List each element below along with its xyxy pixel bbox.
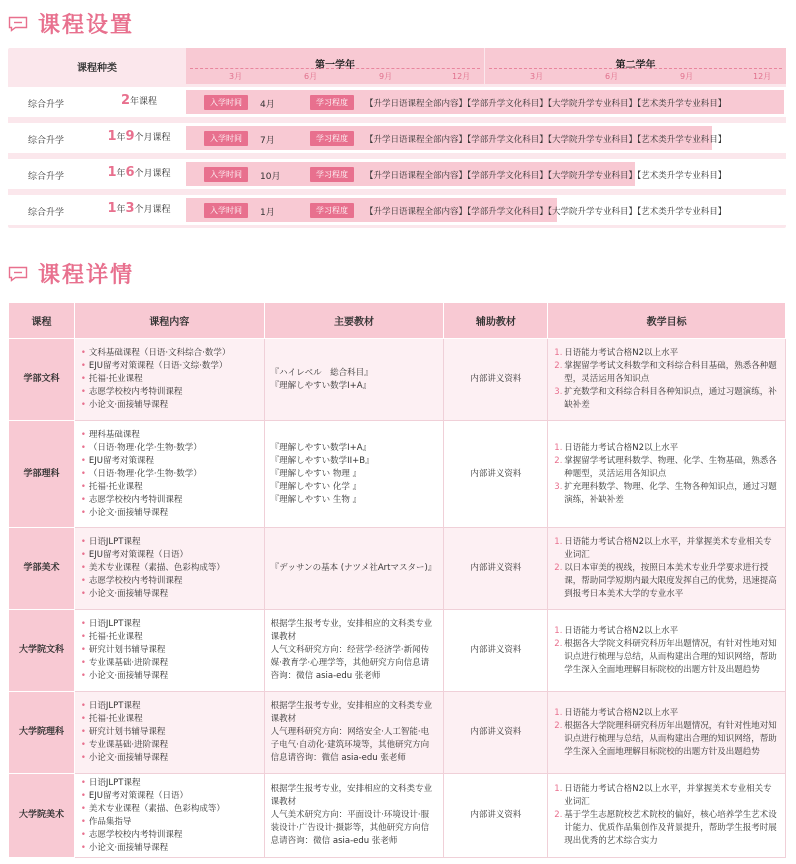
year1-label: 第一学年 <box>315 60 355 71</box>
material-item: 『理解しやすい 生物 』 <box>270 494 362 505</box>
speech-bubble-icon <box>8 16 28 32</box>
list-item: • 作品集指导 <box>81 816 258 829</box>
course-content-cell <box>74 528 264 610</box>
table-header-row <box>9 303 786 339</box>
course-content-cell <box>74 692 264 774</box>
list-item: • 小论文·面接辅导课程 <box>81 670 258 683</box>
course-name: 大学院理科 <box>9 692 75 774</box>
course-name: 学部理科 <box>9 421 75 528</box>
course-name: 学部美术 <box>9 528 75 610</box>
list-item: • 文科基础课程（日语·文科综合·数学） <box>81 347 258 360</box>
table-row <box>9 528 786 610</box>
material-item: 『理解しやすい数学II+B』 <box>270 455 374 466</box>
goal-item: 2. 根据各大学院文科研究科历年出题情况，有针对性地对知识点进行梳理与总结，从而构建出合理的知识网络，帮助学生深入全面地理解目标院校的出题方针及出题趋势 <box>554 638 777 675</box>
course-duration: 1年6个月课程 <box>107 165 171 180</box>
goal-item: 2. 根据各大学院理科研究科历年出题情况，有针对性地对知识点进行梳理与总结，从而构建出合理的知识网络，帮助学生深入全面地理解目标院校的出题方针及出题趋势 <box>554 720 777 757</box>
list-item: • 研究计划书辅导课程 <box>81 726 258 739</box>
month-label: 12月 <box>452 72 471 81</box>
header-course: 课程 <box>9 303 75 339</box>
entry-month: 10月 <box>260 172 281 182</box>
goal-item: 2. 掌握留学考试文科数学和文科综合科目基础，熟悉各种题型，灵活运用各知识点 <box>554 361 777 384</box>
entry-badge: 入学时间 <box>204 95 248 110</box>
list-item: • 研究计划书辅导课程 <box>81 644 258 657</box>
material-item: 根据学生报考专业，安排相应的文科类专业课教材 <box>270 619 433 642</box>
list-item: • 美术专业课程（素描、色彩构成等） <box>81 562 258 575</box>
section-title-details <box>8 258 134 289</box>
section-title-text: 课程设置 <box>38 12 135 38</box>
goal-item: 1. 日语能力考试合格N2以上水平 <box>554 442 679 453</box>
material-item: 人气理科研究方向：网络安全·人工智能·电子电气·自动化·建筑环境等，其他研究方向信息请咨询：微信 asia-edu 张老师 <box>270 727 430 763</box>
goals-cell <box>548 692 786 774</box>
list-item: • 小论文·面接辅导课程 <box>81 842 258 855</box>
goal-item: 2. 掌握留学考试理科数学、物理、化学、生物基础，熟悉各种题型，灵活运用各知识点 <box>554 455 777 479</box>
list-item: • 小论文·面接辅导课程 <box>81 752 258 765</box>
list-item: • 美术专业课程（素描、色彩构成等） <box>81 803 258 816</box>
entry-month: 7月 <box>260 136 275 146</box>
list-item: • EJU留考对策课程 <box>81 455 258 468</box>
course-kind: 综合升学 <box>28 172 65 182</box>
course-content-cell <box>74 774 264 858</box>
materials-cell <box>264 610 444 692</box>
material-item: 人气美术研究方向：平面设计·环境设计·服装设计·广告设计·摄影等，其他研究方向信息请咨询：微信 asia-edu 张老师 <box>270 810 430 846</box>
materials-cell <box>264 692 444 774</box>
material-item: 人气文科研究方向：经营学·经济学·新闻传媒·教育学·心理学等，其他研究方向信息请咨询：微信 asia-edu 张老师 <box>270 645 430 681</box>
list-item: • 专业课基础·进阶课程 <box>81 657 258 670</box>
table-row <box>9 692 786 774</box>
goals-cell <box>548 774 786 858</box>
header-goals: 教学目标 <box>548 303 786 339</box>
month-label: 3月 <box>530 72 544 81</box>
table-row <box>9 610 786 692</box>
goal-item: 2. 以日本审美的视线，按照日本美术专业升学要求进行授课，帮助同学短期内最大限度发挥自己的优势，迅速提高到报考日本美术大学的专业水平 <box>554 563 777 599</box>
header-content: 课程内容 <box>74 303 264 339</box>
goal-item: 1. 日语能力考试合格N2以上水平 <box>554 625 679 636</box>
section-title-settings <box>8 8 134 39</box>
aux-material: 内部讲义资料 <box>444 610 548 692</box>
goal-item: 3. 扩充理科数学、物理、化学、生物各种知识点，通过习题演练，补缺补差 <box>554 481 777 505</box>
level-badge: 学习程度 <box>310 95 354 110</box>
month-label: 3月 <box>229 72 243 81</box>
list-item: • EJU留考对策课程（日语·文综·数学） <box>81 360 258 373</box>
entry-badge: 入学时间 <box>204 167 248 182</box>
list-item: • 小论文·面接辅导课程 <box>81 588 258 601</box>
list-item: • 日语JLPT课程 <box>81 536 258 549</box>
schedule-row <box>8 87 786 117</box>
level-badge: 学习程度 <box>310 203 354 218</box>
section-title-text: 课程详情 <box>38 262 135 288</box>
materials-cell <box>264 774 444 858</box>
list-item: • 日语JLPT课程 <box>81 777 258 790</box>
goal-item: 1. 日语能力考试合格N2以上水平 <box>554 348 679 358</box>
aux-material: 内部讲义资料 <box>444 692 548 774</box>
course-name: 学部文科 <box>9 339 75 421</box>
course-duration: 1年9个月课程 <box>107 129 171 144</box>
month-label: 6月 <box>605 72 619 81</box>
speech-bubble-icon <box>8 266 28 282</box>
year2-label: 第二学年 <box>615 60 656 71</box>
course-content: 【升学日语课程全部内容】【学部升学文化科目】【大学院升学专业科目】【艺术类升学专业科目】 <box>365 207 727 217</box>
schedule-row <box>8 195 786 225</box>
goal-item: 3. 扩充数学和文科综合科目各种知识点，通过习题演练，补缺补差 <box>554 387 777 410</box>
list-item: • 日语JLPT课程 <box>81 618 258 631</box>
header-aux: 辅助教材 <box>444 303 548 339</box>
month-label: 12月 <box>753 72 772 81</box>
list-item: • （日语·物理·化学·生物·数学） <box>81 442 258 455</box>
list-item: • （日语·物理·化学·生物·数学） <box>81 468 258 481</box>
list-item: • 托福·托业课程 <box>81 713 258 726</box>
goal-item: 1. 日语能力考试合格N2以上水平，并掌握美术专业相关专业词汇 <box>554 784 772 807</box>
course-kind: 综合升学 <box>28 136 65 146</box>
list-item: • EJU留考对策课程（日语） <box>81 790 258 803</box>
list-item: • 志愿学校校内考特训课程 <box>81 829 258 842</box>
material-item: 『理解しやすい 物理 』 <box>270 468 362 479</box>
material-item: 『デッサンの基本 (ナツメ社Artマスター)』 <box>270 563 437 573</box>
list-item: • 志愿学校校内考特训课程 <box>81 494 258 507</box>
goals-cell <box>548 610 786 692</box>
goal-item: 1. 日语能力考试合格N2以上水平 <box>554 707 679 718</box>
list-item: • 志愿学校校内考特训课程 <box>81 386 258 399</box>
course-duration: 1年3个月课程 <box>107 201 171 216</box>
course-content-cell <box>74 610 264 692</box>
material-item: 『理解しやすい 化学 』 <box>270 481 362 492</box>
list-item: • 日语JLPT课程 <box>81 700 258 713</box>
course-content-cell <box>74 421 264 528</box>
table-row <box>9 774 786 858</box>
list-item: • 专业课基础·进阶课程 <box>81 739 258 752</box>
materials-cell <box>264 421 444 528</box>
month-label: 9月 <box>379 72 393 81</box>
material-item: 根据学生报考专业，安排相应的文科类专业课教材 <box>270 701 433 724</box>
course-name: 大学院文科 <box>9 610 75 692</box>
goal-item: 2. 基于学生志愿院校艺术院校的偏好，核心培养学生艺术设计能力、优质作品集创作及背景提升，帮助学生报考时展现出优秀的艺术综合实力 <box>554 810 777 846</box>
course-content-cell <box>74 339 264 421</box>
list-item: • 托福·托业课程 <box>81 631 258 644</box>
goal-item: 1. 日语能力考试合格N2以上水平，并掌握美术专业相关专业词汇 <box>554 537 772 560</box>
month-label: 9月 <box>680 72 694 81</box>
material-item: 『ハイレベル 総合科目』 <box>270 367 373 378</box>
course-name: 大学院美术 <box>9 774 75 858</box>
goals-cell <box>548 528 786 610</box>
materials-cell <box>264 339 444 421</box>
list-item: • 托福·托业课程 <box>81 481 258 494</box>
course-kind: 综合升学 <box>28 100 65 110</box>
list-item: • 小论文·面接辅导课程 <box>81 507 258 520</box>
schedule-row <box>8 123 786 153</box>
materials-cell <box>264 528 444 610</box>
aux-material: 内部讲义资料 <box>444 528 548 610</box>
schedule-row <box>8 159 786 189</box>
aux-material: 内部讲义资料 <box>444 774 548 858</box>
goals-cell <box>548 339 786 421</box>
course-schedule <box>8 48 786 228</box>
header-materials: 主要教材 <box>264 303 444 339</box>
entry-badge: 入学时间 <box>204 203 248 218</box>
entry-month: 1月 <box>260 208 275 218</box>
table-row <box>9 421 786 528</box>
level-badge: 学习程度 <box>310 167 354 182</box>
list-item: • 志愿学校校内考特训课程 <box>81 575 258 588</box>
level-badge: 学习程度 <box>310 131 354 146</box>
list-item: • 理科基础课程 <box>81 429 258 442</box>
list-item: • 小论文·面接辅导课程 <box>81 399 258 412</box>
course-content: 【升学日语课程全部内容】【学部升学文化科目】【大学院升学专业科目】【艺术类升学专业科目】 <box>365 99 727 109</box>
aux-material: 内部讲义资料 <box>444 339 548 421</box>
material-item: 『理解しやすい数学I+A』 <box>270 442 372 453</box>
course-content: 【升学日语课程全部内容】【学部升学文化科目】【大学院升学专业科目】【艺术类升学专业科目】 <box>365 171 727 181</box>
material-item: 根据学生报考专业，安排相应的文科类专业课教材 <box>270 784 433 807</box>
course-content: 【升学日语课程全部内容】【学部升学文化科目】【大学院升学专业科目】【艺术类升学专业科目】 <box>365 135 727 145</box>
list-item: • 托福·托业课程 <box>81 373 258 386</box>
course-kind: 综合升学 <box>28 208 65 218</box>
entry-badge: 入学时间 <box>204 131 248 146</box>
month-label: 6月 <box>304 72 318 81</box>
goals-cell <box>548 421 786 528</box>
course-details-table <box>8 302 786 858</box>
entry-month: 4月 <box>260 100 275 110</box>
list-item: • EJU留考对策课程（日语） <box>81 549 258 562</box>
table-row <box>9 339 786 421</box>
aux-material: 内部讲义资料 <box>444 421 548 528</box>
course-duration: 2年课程 <box>120 93 158 108</box>
kind-header: 课程种类 <box>77 62 117 74</box>
material-item: 『理解しやすい数学I+A』 <box>270 380 372 391</box>
